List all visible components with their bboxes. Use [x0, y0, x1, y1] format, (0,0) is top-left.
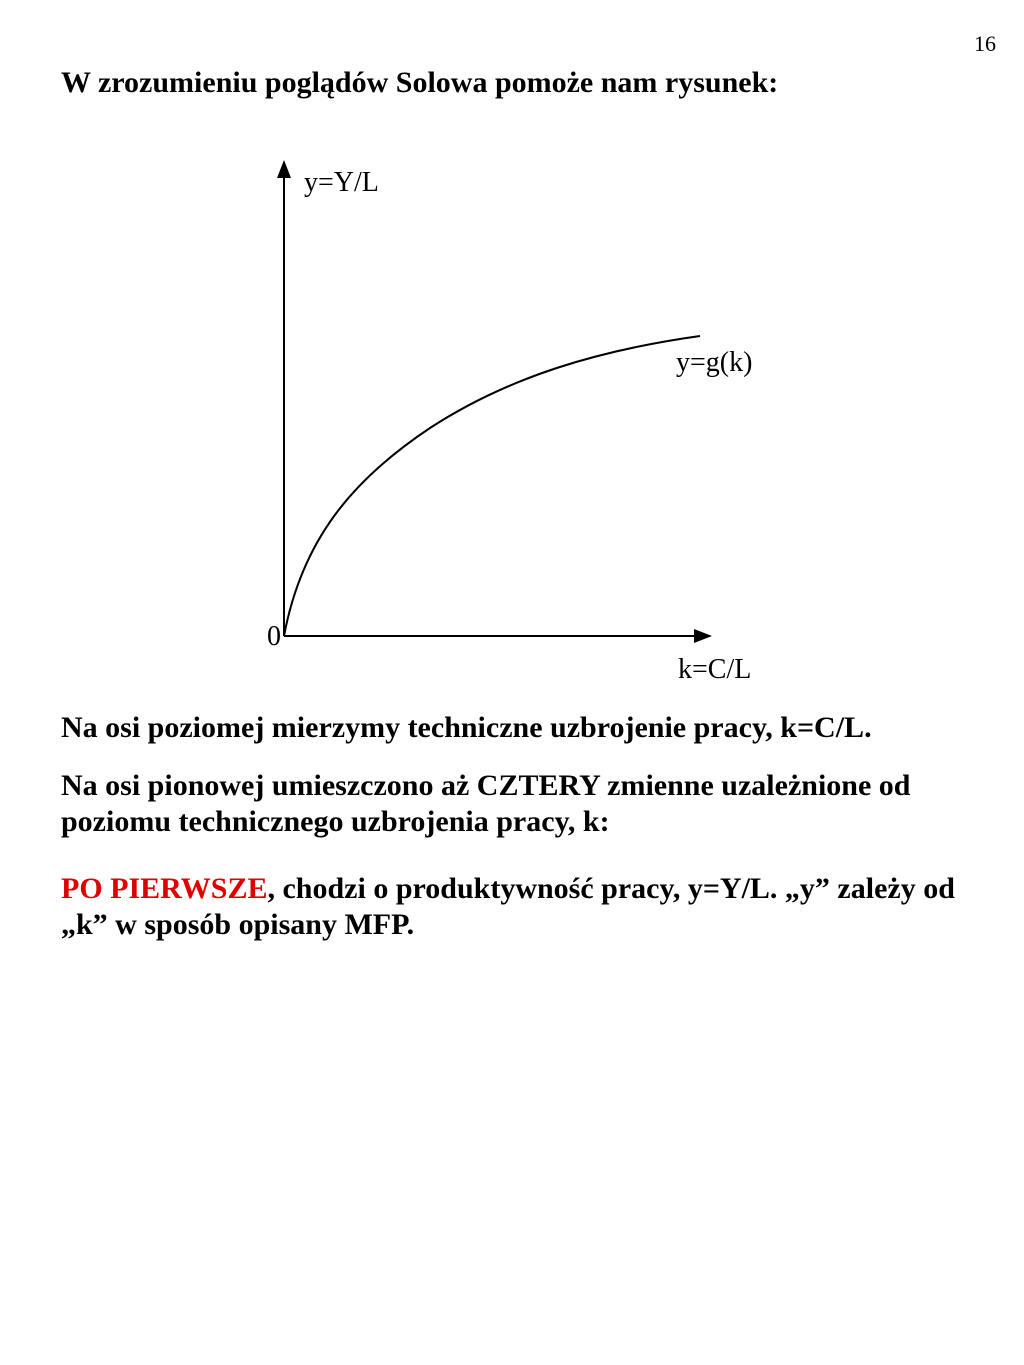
page-heading: W zrozumieniu poglądów Solowa pomoże nam rysunek: — [61, 66, 779, 99]
y-axis-arrowhead — [277, 160, 291, 178]
paragraph-first-variable — [61, 871, 1001, 943]
origin-label: 0 — [267, 621, 281, 652]
y-axis-label: y=Y/L — [304, 167, 379, 198]
first-point-highlight: PO PIERWSZE — [61, 872, 268, 905]
curve-label: y=g(k) — [676, 347, 753, 378]
page-number: 16 — [974, 31, 996, 56]
paragraph-vertical-axis: Na osi pionowej umieszczono aż CZTERY zmienne uzależnione od poziomu technicznego uzbrojenia pracy, k: — [61, 769, 911, 838]
paragraph-horizontal-axis: Na osi poziomej mierzymy techniczne uzbrojenie pracy, k=C/L. — [61, 711, 872, 744]
x-axis-label: k=C/L — [678, 654, 752, 685]
first-point-text: , chodzi o produktywność pracy, y=Y/L. „y” zależy od „k” w sposób opisany MFP. — [61, 872, 955, 941]
production-curve — [284, 336, 700, 636]
x-axis-arrowhead — [694, 629, 712, 643]
